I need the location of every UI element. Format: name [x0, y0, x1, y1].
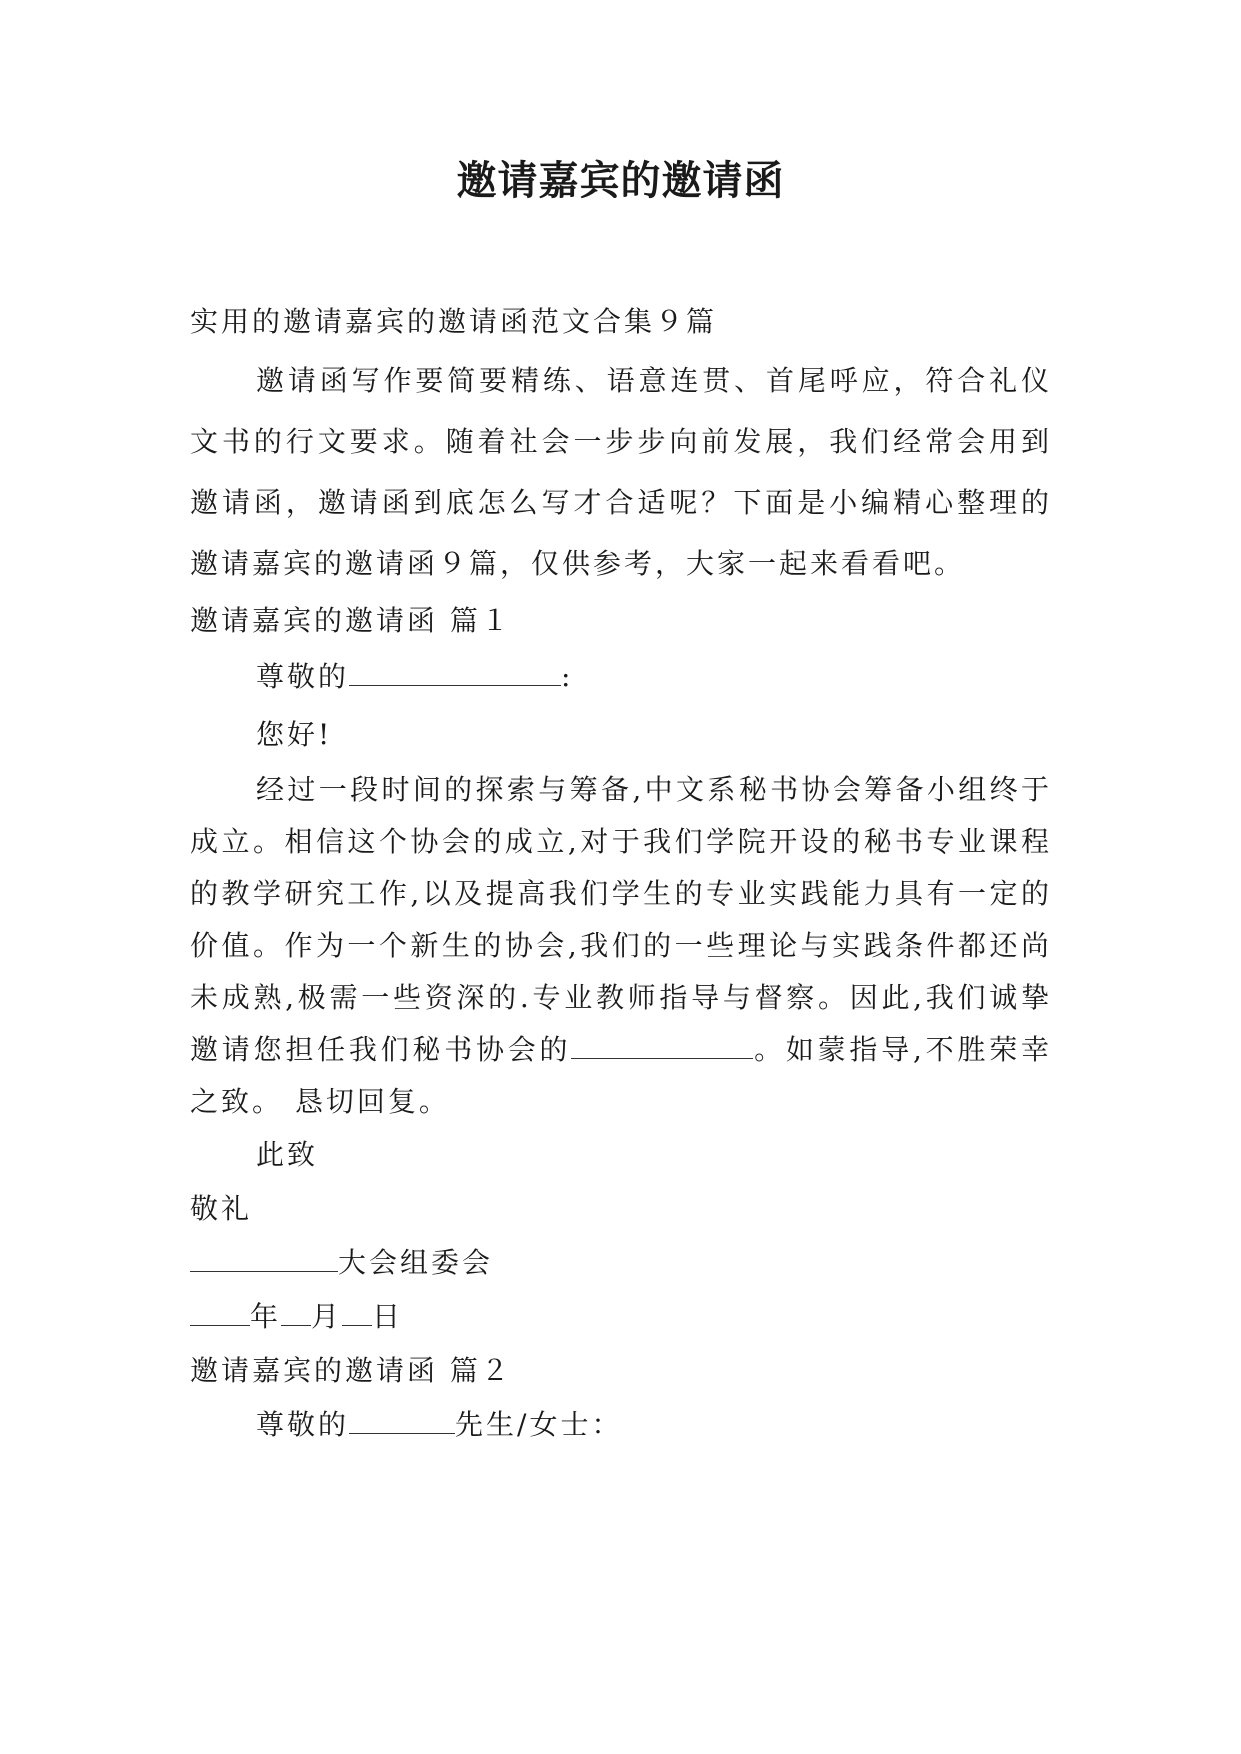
salutation-suffix: : — [561, 660, 574, 693]
date-month: 月 — [311, 1300, 343, 1333]
date-year: 年 — [250, 1300, 282, 1333]
salutation-1 — [190, 648, 1052, 706]
signature: 大会组委会 — [338, 1246, 494, 1279]
salutation-2 — [190, 1398, 1052, 1452]
position-blank — [571, 1028, 753, 1059]
year-blank — [190, 1295, 250, 1326]
section-heading-1: 邀请嘉宾的邀请函 篇１ — [190, 604, 512, 637]
intro-heading: 实用的邀请嘉宾的邀请函范文合集９篇 — [190, 305, 718, 338]
salutation-suffix-2: 先生/女士： — [455, 1408, 623, 1441]
date-day: 日 — [372, 1300, 404, 1333]
document-body — [190, 294, 1052, 1452]
letter-body-part1: 经过一段时间的探索与筹备,中文系秘书协会筹备小组终于成立。相信这个协会的成立,对于我们学院开设的秘书专业课程的教学研究工作,以及提高我们学生的专业实践能力具有一定的价值。作为一个新生的协会,我们的一些理论与实践条件都还尚未成熟,极需一些资深的.专业教师指导与督察。因此,我们诚挚邀请您担任我们秘书协会的 — [190, 773, 1052, 1066]
date-line — [190, 1290, 1052, 1344]
letter-body-part2: 。如蒙指导,不胜荣幸之致。 恳切回复。 — [190, 1033, 1052, 1118]
day-blank — [342, 1295, 372, 1326]
signature-blank — [190, 1241, 338, 1272]
signature-line — [190, 1236, 1052, 1290]
closing-2: 敬礼 — [190, 1192, 253, 1225]
letter-body-1 — [190, 764, 1052, 1128]
name-blank — [349, 655, 561, 686]
name-blank-2 — [349, 1403, 455, 1434]
month-blank — [281, 1295, 311, 1326]
section-heading-2: 邀请嘉宾的邀请函 篇２ — [190, 1354, 512, 1387]
greeting: 您好! — [256, 718, 333, 751]
document-title: 邀请嘉宾的邀请函 — [456, 158, 785, 204]
intro-paragraph: 邀请函写作要简要精练、语意连贯、首尾呼应，符合礼仪文书的行文要求。随着社会一步步向前发展，我们经常会用到邀请函，邀请函到底怎么写才合适呢？下面是小编精心整理的邀请嘉宾的邀请函９篇，仅供参考，大家一起来看看吧。 — [190, 364, 1052, 580]
closing-1: 此致 — [256, 1138, 319, 1171]
salutation-prefix: 尊敬的 — [256, 660, 350, 693]
salutation-prefix-2: 尊敬的 — [256, 1408, 350, 1441]
